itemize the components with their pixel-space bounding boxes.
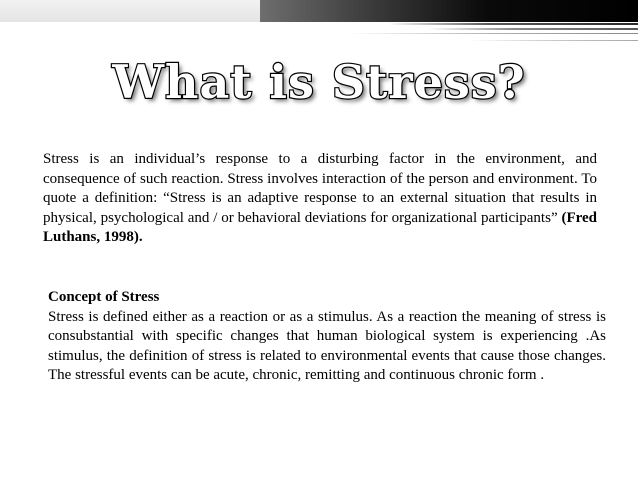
slide-title: What is Stress? — [112, 55, 526, 109]
concept-section — [48, 288, 606, 386]
intro-paragraph — [43, 150, 597, 248]
concept-text: Stress is defined either as a reaction or as a stimulus. As a reaction the meaning of stress is consubstantial with specific changes that human biological system is experiencing .As stimulus, the definition of stress is related to environmental events that cause those changes. The stressful events can be acute, chronic, remitting and continuous chronic form . — [48, 308, 606, 383]
header-decorative-stripes — [218, 22, 638, 46]
stripe-line — [428, 28, 638, 30]
intro-text: Stress is an individual’s response to a disturbing factor in the environment, and consequence of such reaction. Stress involves interaction of the person and environment. To quote a definition: “Stress is an adaptive response to an external situation that results in physical, psychological and / or behavioral deviations for organizational participants” — [43, 151, 597, 226]
intro-citation: (Fred Luthans, 1998). — [43, 209, 598, 245]
header-banner-dark — [260, 0, 638, 22]
stripe-line — [468, 40, 638, 41]
concept-heading: Concept of Stress — [48, 289, 160, 305]
stripe-line — [348, 33, 638, 34]
stripe-line — [388, 23, 638, 25]
